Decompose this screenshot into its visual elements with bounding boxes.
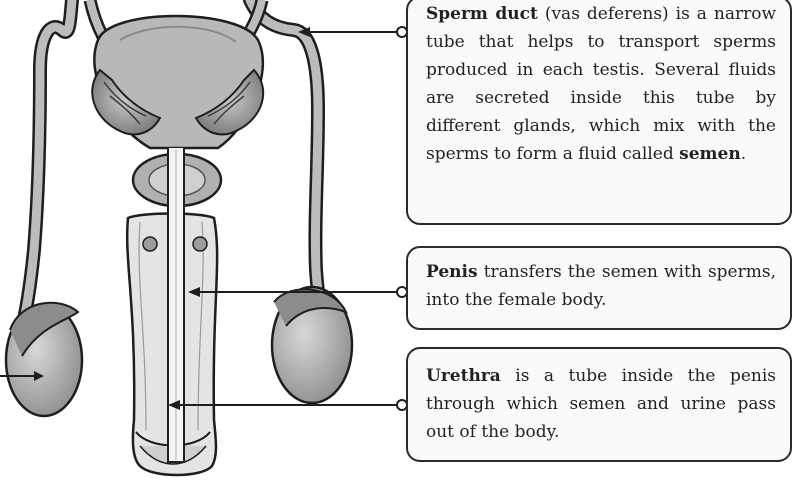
right-testis [272, 287, 352, 403]
penis-callout [406, 246, 792, 330]
semen-term: semen [679, 144, 741, 164]
sperm-duct-callout [406, 0, 792, 225]
sperm-duct-description: (vas deferens) is a narrow tube that helps to transport sperms produced in each testis. Several fluids are secreted inside this tube by different glands, which mix with the sperms to form a fluid called [426, 4, 776, 164]
urethra [168, 148, 184, 462]
penis-description: transfers the semen with sperms, into the female body. [426, 262, 776, 310]
left-testis [0, 303, 82, 416]
urethra-callout [406, 347, 792, 462]
urethra-term: Urethra [426, 366, 501, 386]
sperm-duct-end: . [740, 144, 747, 164]
sperm-duct-term: Sperm duct [426, 4, 538, 24]
urethra-description: is a tube inside the penis through which semen and urine pass out of the body. [426, 366, 776, 442]
penis-term: Penis [426, 262, 478, 282]
